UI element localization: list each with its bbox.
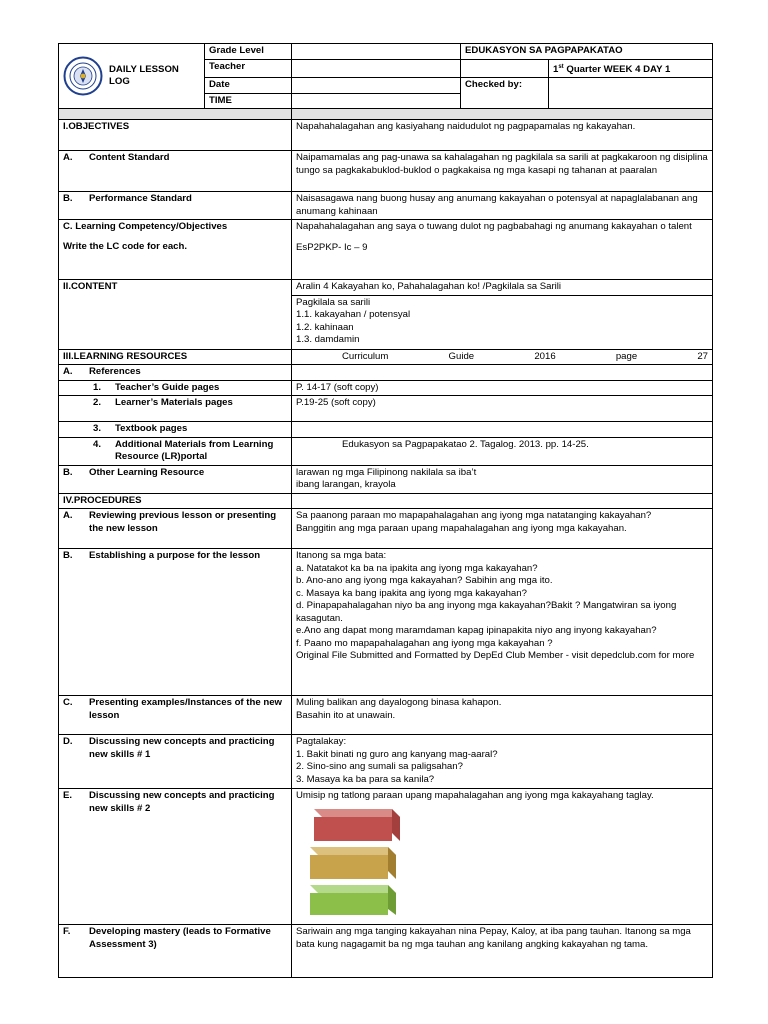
textbook-value — [292, 422, 713, 438]
proc-c-label: C. Presenting examples/Instances of the new lesson — [59, 696, 292, 735]
curriculum-guide-value: Curriculum Guide 2016 page 27 — [292, 349, 713, 365]
proc-a-label: A. Reviewing previous lesson or presenting the new lesson — [59, 509, 292, 549]
content-list: Pagkilala sa sarili 1.1. kakayahan / potensyal 1.2. kahinaan 1.3. damdamin — [292, 295, 713, 349]
performance-standard-label: B. Performance Standard — [59, 192, 292, 220]
learning-resources-label: III.LEARNING RESOURCES — [59, 349, 292, 365]
proc-d-label: D. Discussing new concepts and practicing new skills # 1 — [59, 735, 292, 789]
proc-e-label: E. Discussing new concepts and practicing new skills # 2 — [59, 789, 292, 925]
proc-d-value: Pagtalakay: 1. Bakit binati ng guro ang kanyang mag-aaral? 2. Sino-sino ang sumali sa paligsahan? 3. Masaya ka ba para sa kanila? — [292, 735, 713, 789]
teacher-blank — [461, 59, 549, 78]
lc-code: EsP2PKP- Ic – 9 — [296, 241, 368, 253]
performance-standard-value: Naisasagawa nang buong husay ang anumang kakayahan o potensyal at napaglalabanan ang anumang kahinaan — [292, 192, 713, 220]
grade-level-label: Grade Level — [205, 44, 292, 60]
teachers-guide-label: 1. Teacher’s Guide pages — [59, 380, 292, 396]
content-label: II.CONTENT — [59, 280, 292, 350]
references-label: A. References — [59, 365, 292, 381]
proc-f-label: F. Developing mastery (leads to Formative Assessment 3) — [59, 925, 292, 978]
daily-lesson-log — [58, 43, 712, 978]
proc-e-value: Umisip ng tatlong paraan upang mapahalagahan ang iyong mga kakayahang taglay. — [292, 789, 713, 925]
procedures-value — [292, 493, 713, 509]
checked-by-label: Checked by: — [461, 78, 549, 109]
references-value — [292, 365, 713, 381]
objectives-value: Napahahalagahan ang kasiyahang naidudulot ng pagpapamalas ng kakayahan. — [292, 120, 713, 151]
three-ways-boxes-graphic — [296, 809, 406, 915]
checked-by-value — [549, 78, 713, 109]
content-standard-label: A. Content Standard — [59, 151, 292, 192]
competency-label: C. Learning Competency/Objectives Write the LC code for each. — [59, 220, 292, 280]
date-value — [292, 78, 461, 94]
additional-materials-label: 4. Additional Materials from Learning Resource (LR)portal — [59, 437, 292, 465]
content-standard-value: Naipamamalas ang pag-unawa sa kahalagahan ng pagkilala sa sarili at pagkakaroon ng disiplina tungo sa pagkakabuklod-buklod o pagkakaisa ng mga kasapi ng tahanan at paaralan — [292, 151, 713, 192]
proc-a-value: Sa paanong paraan mo mapapahalagahan ang iyong mga natatanging kakayahan? Banggitin ang mga paraan upang mapahalagahan ang iyong mga kakayahan. — [292, 509, 713, 549]
procedures-label: IV.PROCEDURES — [59, 493, 292, 509]
box-red — [314, 809, 400, 841]
competency-value: Napahahalagahan ang saya o tuwang dulot ng pagbabahagi ng anumang kakayahan o talent EsP2PKP- Ic – 9 — [292, 220, 713, 280]
objectives-label: I.OBJECTIVES — [59, 120, 292, 151]
learners-materials-value: P.19-25 (soft copy) — [292, 396, 713, 422]
time-label: TIME — [205, 93, 292, 109]
subject-title: EDUKASYON SA PAGPAPAKATAO — [461, 44, 713, 60]
additional-materials-value: Edukasyon sa Pagpapakatao 2. Tagalog. 2013. pp. 14-25. — [292, 437, 713, 465]
proc-b-value: Itanong sa mga bata: a. Natatakot ka ba na ipakita ang iyong mga kakayahan? b. Ano-ano ang iyong mga kakayahan? Sabihin ang mga ito. c. Masaya ka bang ipakita ang iyong mga kakayahan? d. Pinapapahalagahan niyo ba ang inyong mga kakayahan?Bakit ? Mangatwiran sa iyong kasagutan. e.Ano ang dapat mong maramdaman kapag ipinapakita niyo ang inyong kakayahan? f. Paano mo mapapahalagahan ang iyong mga kakayahan ? Original File Submitted and Formatted by DepEd Club Member - visit depedclub.com for more — [292, 549, 713, 696]
source-note: Original File Submitted and Formatted by DepEd Club Member - visit depedclub.com for more — [296, 650, 695, 662]
content-value: Aralin 4 Kakayahan ko, Pahahalagahan ko! /Pagkilala sa Sarili — [292, 280, 713, 296]
log-title: DAILY LESSON LOG — [109, 63, 179, 88]
teacher-label: Teacher — [205, 59, 292, 78]
time-value — [292, 93, 461, 109]
learners-materials-label: 2. Learner’s Materials pages — [59, 396, 292, 422]
teachers-guide-value: P. 14-17 (soft copy) — [292, 380, 713, 396]
lesson-table — [58, 43, 713, 978]
deped-seal-icon — [63, 56, 103, 96]
teacher-value — [292, 59, 461, 78]
box-green — [310, 885, 396, 915]
other-resource-label: B. Other Learning Resource — [59, 465, 292, 493]
textbook-label: 3. Textbook pages — [59, 422, 292, 438]
proc-f-value: Sariwain ang mga tanging kakayahan nina Pepay, Kaloy, at iba pang tauhan. Itanong sa mga bata kung nagagamit ba ng mga tauhan ang kanilang angking kakayahan ng tama. — [292, 925, 713, 978]
date-label: Date — [205, 78, 292, 94]
grey-separator-row — [59, 109, 713, 120]
box-tan — [310, 847, 396, 879]
quarter-week-day: 1st Quarter WEEK 4 DAY 1 — [549, 59, 713, 78]
proc-c-value: Muling balikan ang dayalogong binasa kahapon. Basahin ito at unawain. — [292, 696, 713, 735]
grade-level-value — [292, 44, 461, 60]
proc-b-label: B. Establishing a purpose for the lesson — [59, 549, 292, 696]
header-logo-cell — [59, 44, 205, 109]
other-resource-value: larawan ng mga Filipinong nakilala sa iba’t ibang larangan, krayola — [292, 465, 713, 493]
